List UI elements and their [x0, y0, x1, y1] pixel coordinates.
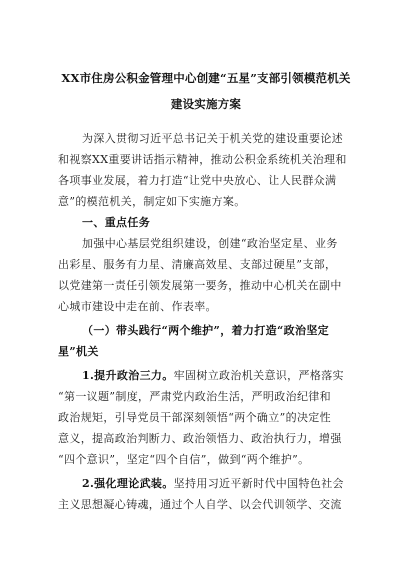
item1-line-3: 政治规矩，引导党员干部深刻领悟“两个确立”的决定性	[58, 411, 331, 424]
item1-first-line	[82, 367, 344, 383]
section1-line-1: 加强中心基层党组织建设，创建“政治坚定星、业务	[82, 237, 338, 250]
item2-first-line-text: 坚持用习近平新时代中国特色社会	[173, 477, 344, 490]
section1-line-3: 以党建第一责任引领发展第一要务，推动中心机关在副中	[58, 279, 342, 292]
item1-first-line-text: 牢固树立政治机关意识，严格落实	[173, 369, 344, 382]
item2-label: 2.强化理论武装。	[82, 477, 174, 490]
document-title-line-1: XX市住房公积金管理中心创建“五星”支部引领模范机关	[61, 71, 351, 85]
section-heading-key-tasks: 一、重点任务	[82, 216, 151, 229]
intro-line-3: 各项事业发展，着力打造“让党中央放心、让人民群众满	[58, 174, 337, 187]
item1-line-5: “四个意识”，坚定“四个自信”，做到“两个维护”。	[58, 453, 310, 466]
intro-line-4: 意”的模范机关，制定如下实施方案。	[58, 195, 246, 208]
subsection-heading-line-2: 星”机关	[58, 345, 99, 358]
item1-line-2: “第一议题”制度，严肃党内政治生活，严明政治纪律和	[58, 390, 331, 403]
section1-line-4: 心城市建设中走在前、作表率。	[58, 300, 217, 313]
item1-label: 1.提升政治三力。	[82, 369, 174, 382]
subsection-heading-line-1: （一）带头践行“两个维护”，着力打造“政治坚定	[82, 324, 330, 337]
item2-first-line	[82, 475, 344, 491]
item2-line-2: 主义思想凝心铸魂，通过个人自学、以会代训领学、交流	[58, 498, 342, 511]
intro-line-1: 为深入贯彻习近平总书记关于机关党的建设重要论述	[82, 132, 344, 145]
intro-line-2: 和视察XX重要讲话指示精神，推动公积金系统机关治理和	[58, 153, 347, 166]
document-title-line-2: 建设实施方案	[170, 97, 242, 111]
item1-line-4: 意义，提高政治判断力、政治领悟力、政治执行力，增强	[58, 432, 342, 445]
section1-line-2: 出彩星、服务有力星、清廉高效星、支部过硬星”支部，	[58, 258, 337, 271]
